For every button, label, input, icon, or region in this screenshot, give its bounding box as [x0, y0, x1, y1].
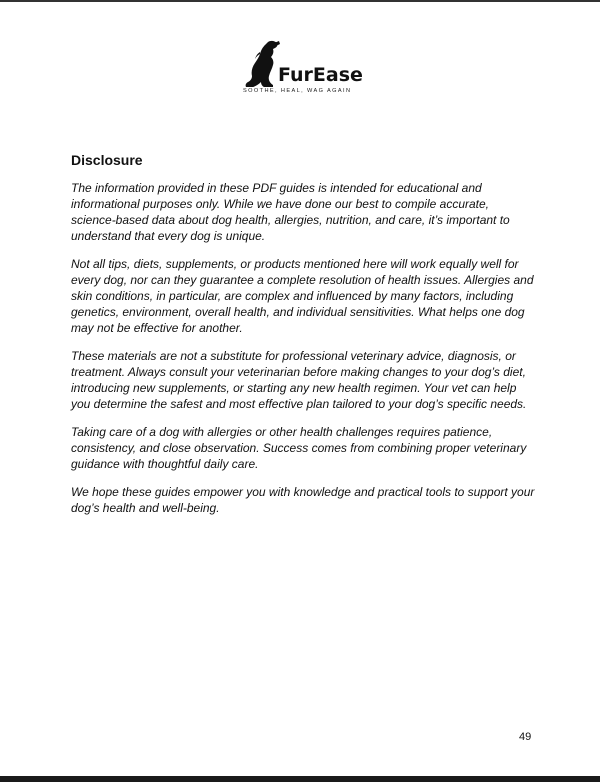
- paragraph-veterinary-advice: [71, 348, 533, 412]
- page-title: Disclosure: [71, 152, 143, 168]
- paragraph-line: dog’s health and well-being.: [71, 501, 220, 515]
- paragraph-line: informational purposes only. While we have done our best to compile accurate,: [71, 197, 490, 211]
- paragraph-line: understand that every dog is unique.: [71, 229, 266, 243]
- paragraph-line: introducing new supplements, or starting any new health regimen. Your vet can help: [71, 381, 517, 395]
- page-bottom-edge: [0, 776, 600, 782]
- brand-name: FurEase: [278, 64, 363, 86]
- paragraph-care: [71, 424, 533, 472]
- paragraph-line: Taking care of a dog with allergies or other health challenges requires patience,: [71, 425, 493, 439]
- paragraph-line: every dog, nor can they guarantee a complete resolution of health issues. Allergies and: [71, 273, 534, 287]
- paragraph-line: The information provided in these PDF guides is intended for educational and: [71, 181, 482, 195]
- paragraph-line: treatment. Always consult your veterinarian before making changes to your dog’s diet,: [71, 365, 526, 379]
- paragraph-intro: [71, 180, 533, 244]
- paragraph-line: may not be effective for another.: [71, 321, 243, 335]
- paragraph-line: genetics, environment, overall health, and individual sensitivities. What helps one dog: [71, 305, 525, 319]
- paragraph-line: We hope these guides empower you with knowledge and practical tools to support your: [71, 485, 535, 499]
- paragraph-line: guidance with thoughtful daily care.: [71, 457, 259, 471]
- paragraph-line: consistency, and close observation. Success comes from combining proper veterinary: [71, 441, 527, 455]
- paragraph-line: science-based data about dog health, allergies, nutrition, and care, it’s important to: [71, 213, 510, 227]
- paragraph-closing: [71, 484, 533, 516]
- paragraph-line: skin conditions, in particular, are complex and influenced by many factors, including: [71, 289, 514, 303]
- disclosure-body: [71, 180, 533, 528]
- page-number: 49: [519, 731, 532, 743]
- paragraph-line: Not all tips, diets, supplements, or products mentioned here will work equally well for: [71, 257, 519, 271]
- page-top-edge: [0, 0, 600, 2]
- brand-tagline: SOOTHE, HEAL, WAG AGAIN: [243, 88, 352, 94]
- brand-logo: [238, 40, 368, 100]
- paragraph-effectiveness: [71, 256, 533, 336]
- paragraph-line: These materials are not a substitute for professional veterinary advice, diagnosis, or: [71, 349, 516, 363]
- paragraph-line: you determine the safest and most effective plan tailored to your dog’s specific needs.: [71, 397, 527, 411]
